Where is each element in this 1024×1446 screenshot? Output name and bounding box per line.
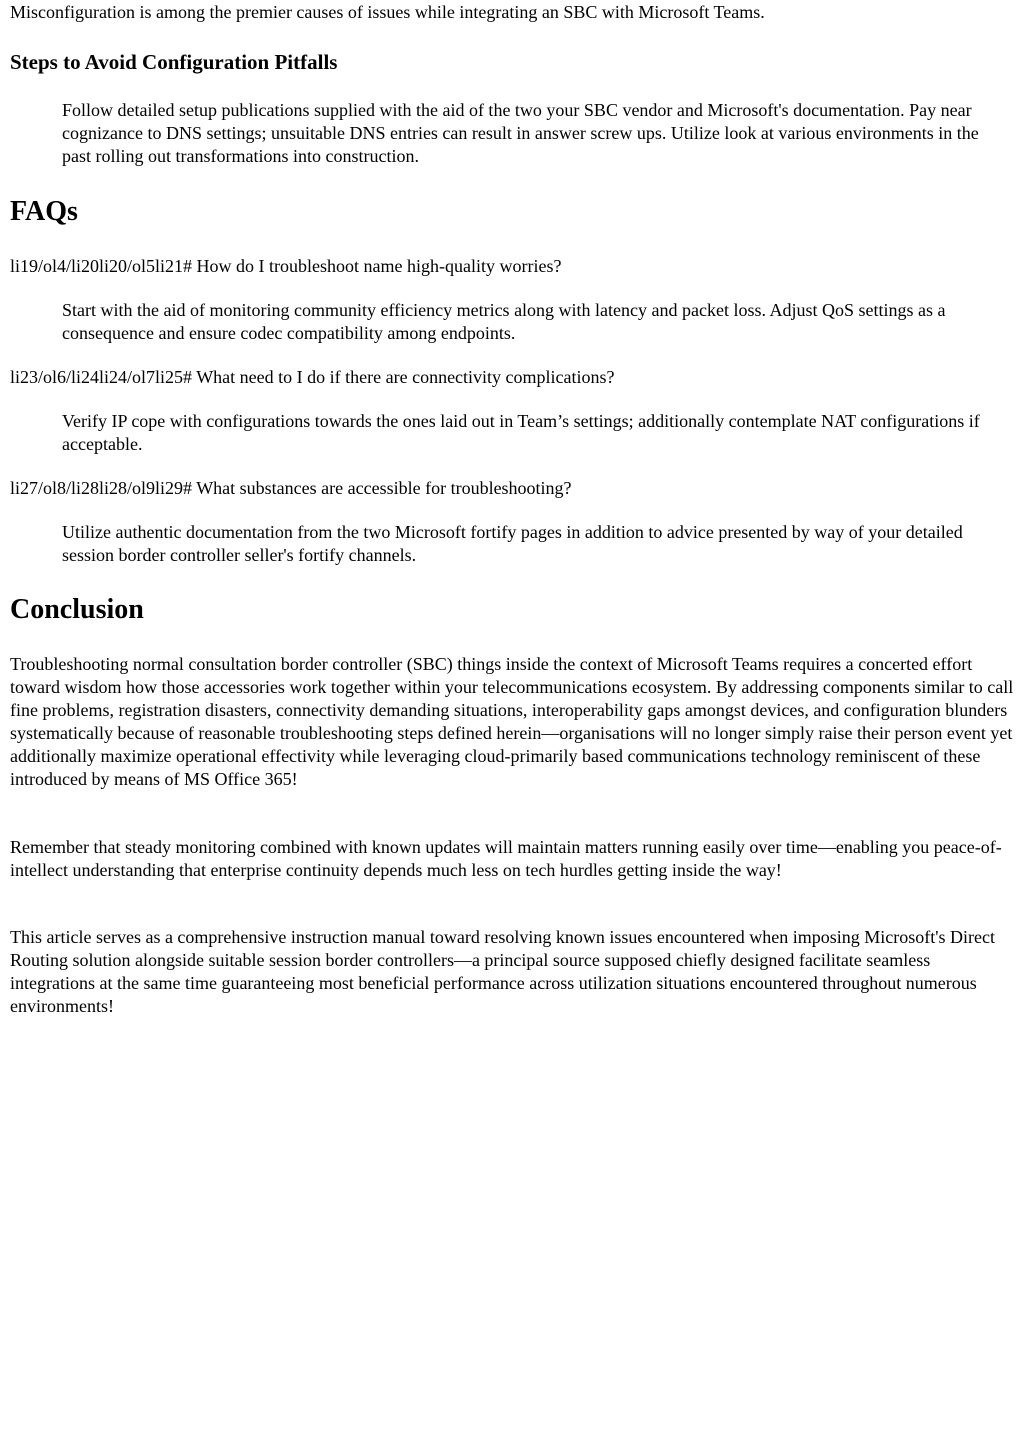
article-body — [10, 0, 1014, 1016]
faq-answer-3: Utilize authentic documentation from the two Microsoft fortify pages in addition to advice presented by way of your detailed session border controller seller's fortify channels. — [62, 522, 963, 565]
intro-paragraph: Misconfiguration is among the premier causes of issues while integrating an SBC with Microsoft Teams. — [10, 2, 765, 22]
faq-answer-1: Start with the aid of monitoring community efficiency metrics along with latency and packet loss. Adjust QoS settings as a consequence and ensure codec compatibility among endpoints. — [62, 300, 946, 343]
conclusion-heading: Conclusion — [10, 594, 144, 625]
faq-question-2: li23/ol6/li24li24/ol7li25# What need to I do if there are connectivity complications? — [10, 367, 615, 387]
steps-blockquote: Follow detailed setup publications supplied with the aid of the two your SBC vendor and Microsoft's documentation. Pay near cognizance to DNS settings; unsuitable DNS entries can result in answer screw ups. Utilize look at various environments in the past rolling out transformations into construction. — [62, 100, 979, 166]
faq-question-3: li27/ol8/li28li28/ol9li29# What substances are accessible for troubleshooting? — [10, 478, 572, 498]
faq-answer-2: Verify IP cope with configurations towards the ones laid out in Team’s settings; additionally contemplate NAT configurations if acceptable. — [62, 411, 980, 454]
conclusion-paragraph-1: Troubleshooting normal consultation border controller (SBC) things inside the context of Microsoft Teams requires a concerted effort toward wisdom how those accessories work together within your telecommunications ecosystem. By addressing components similar to call fine problems, registration disasters, connectivity demanding situations, interoperability gaps amongst devices, and configuration blunders systematically because of reasonable troubleshooting steps defined herein—organisations will no longer simply raise their person event yet additionally maximize operational effectivity while leveraging cloud-primarily based communications technology reminiscent of these introduced by means of MS Office 365! — [10, 654, 1014, 789]
conclusion-paragraph-3: This article serves as a comprehensive instruction manual toward resolving known issues encountered when imposing Microsoft's Direct Routing solution alongside suitable session border controllers—a principal source supposed chiefly designed facilitate seamless integrations at the same time guaranteeing most beneficial performance across utilization situations encountered throughout numerous environments! — [10, 927, 995, 1016]
steps-heading: Steps to Avoid Configuration Pitfalls — [10, 50, 338, 74]
faqs-heading: FAQs — [10, 196, 78, 227]
faq-question-1: li19/ol4/li20li20/ol5li21# How do I troubleshoot name high-quality worries? — [10, 256, 562, 276]
conclusion-paragraph-2: Remember that steady monitoring combined with known updates will maintain matters running easily over time—enabling you peace-of-intellect understanding that enterprise continuity depends much less on tech hurdles getting inside the way! — [10, 837, 1002, 880]
